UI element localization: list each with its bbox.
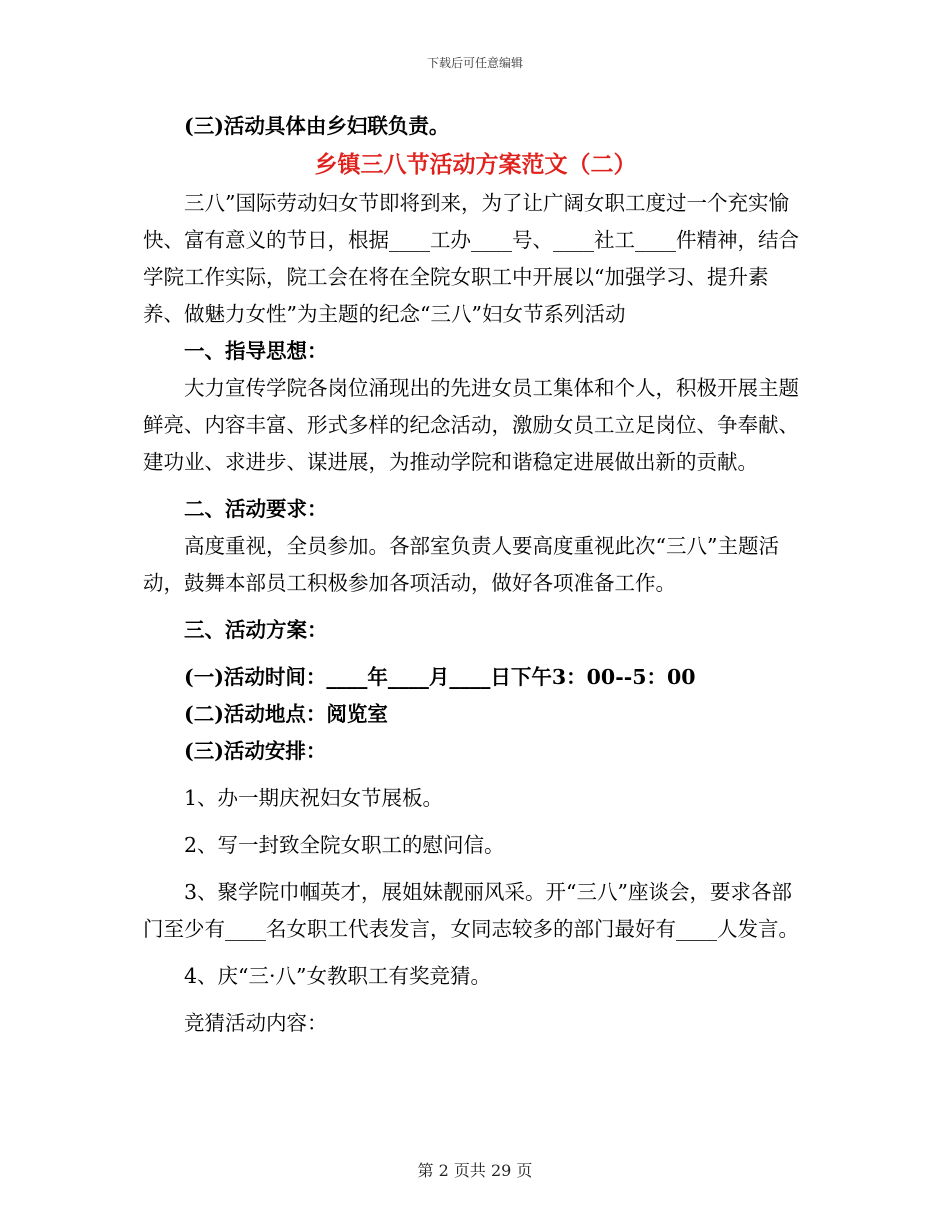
heading-guiding-ideas: 一、指导思想： (184, 339, 328, 363)
plan-arrangement: (三)活动安排： (184, 739, 327, 763)
document-body (143, 108, 808, 1042)
guiding-ideas-paragraph: 大力宣传学院各岗位涌现出的先进女员工集体和个人，积极开展主题鲜亮、内容丰富、形式多样的纪念活动，激励女员工立足岗位、争奉献、建功业、求进步、谋进展，为推动学院和谐稳定进展做出新的贡献。 (143, 376, 799, 474)
list-item: 4、庆“三·八”女教职工有奖竞猜。 (184, 964, 492, 988)
document-title: 乡镇三八节活动方案范文（二） (314, 152, 637, 178)
requirements-paragraph: 高度重视，全员参加。各部室负责人要高度重视此次“三八”主题活动，鼓舞本部员工积极参加各项活动，做好各项准备工作。 (143, 534, 779, 595)
list-item: 2、写一封致全院女职工的慰问信。 (184, 833, 505, 857)
plan-time: (一)活动时间：____年____月____日下午3：00--5：00 (184, 665, 696, 689)
heading-plan: 三、活动方案： (184, 618, 328, 642)
quiz-content-label: 竞猜活动内容： (184, 1011, 328, 1035)
heading-requirements: 二、活动要求： (184, 497, 328, 521)
page-footer: 第 2 页共 29 页 (417, 1161, 533, 1180)
plan-location: (二)活动地点：阅览室 (184, 702, 388, 726)
section-note: (三)活动具体由乡妇联负责。 (184, 114, 450, 138)
list-item: 3、聚学院巾帼英才，展姐妹靓丽风采。开“三八”座谈会，要求各部门至少有____名女职工代表发言，女同志较多的部门最好有____人发言。 (143, 880, 799, 941)
intro-paragraph: 三八”国际劳动妇女节即将到来，为了让广阔女职工度过一个充实愉快、富有意义的节日，根据____工办____号、____社工____件精神，结合学院工作实际，院工会在将在全院女职工中开展以“加强学习、提升素养、做魅力女性”为主题的纪念“三八”妇女节系列活动 (143, 191, 799, 326)
page-header: 下载后可任意编辑 (426, 56, 523, 70)
list-item: 1、办一期庆祝妇女节展板。 (184, 786, 444, 810)
